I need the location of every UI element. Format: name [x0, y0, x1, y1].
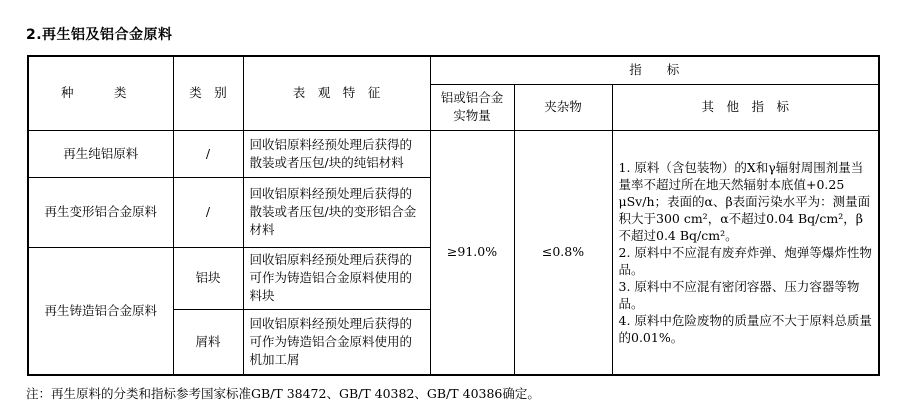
appearance-line: 散装或者压包/块的变形铝合金	[249, 204, 417, 219]
header-al-content	[430, 84, 514, 130]
appearance-line: 料块	[249, 288, 275, 303]
row-category: 铝块	[173, 247, 243, 309]
appearance-line: 可作为铸造铝合金原料使用的	[249, 270, 413, 285]
spec-table	[27, 55, 880, 376]
row-category: /	[173, 177, 243, 247]
impurity-value: ≤0.8%	[514, 130, 612, 375]
row-category: /	[173, 130, 243, 177]
header-impurity: 夹杂物	[514, 84, 612, 130]
row-kind: 再生铸造铝合金原料	[28, 247, 173, 375]
appearance-line: 材料	[249, 222, 275, 237]
row-kind: 再生纯铝原料	[28, 130, 173, 177]
header-kind: 种 类	[28, 56, 173, 130]
appearance-line: 回收铝原料经预处理后获得的	[249, 315, 413, 331]
header-other: 其 他 指 标	[612, 84, 879, 130]
appearance-line: 回收铝原料经预处理后获得的	[249, 136, 413, 152]
appearance-line: 回收铝原料经预处理后获得的	[249, 186, 413, 201]
header-indicators: 指 标	[430, 56, 879, 84]
row-appearance	[243, 247, 430, 309]
header-al-content-line1: 铝或铝合金	[440, 90, 504, 105]
section-title: 2.再生铝及铝合金原料	[26, 27, 173, 43]
appearance-line: 可作为铸造铝合金原料使用的	[249, 333, 413, 349]
table-note: 注：再生原料的分类和指标参考国家标准GB/T 38472、GB/T 40382、GB/T 40386确定。	[26, 386, 540, 401]
row-appearance	[243, 309, 430, 375]
other-item: 3. 原料中不应混有密闭容器、压力容器等物品。	[618, 278, 860, 311]
row-category: 屑料	[173, 309, 243, 375]
header-category: 类 别	[173, 56, 243, 130]
appearance-line: 散装或者压包/块的纯铝材料	[249, 154, 404, 170]
appearance-line: 回收铝原料经预处理后获得的	[249, 252, 413, 267]
row-appearance	[243, 130, 430, 177]
row-kind: 再生变形铝合金原料	[28, 177, 173, 247]
other-item: 2. 原料中不应混有废弃炸弹、炮弹等爆炸性物品。	[618, 244, 872, 277]
table-row	[28, 130, 879, 177]
appearance-line: 机加工屑	[249, 351, 300, 367]
other-indicators	[612, 130, 879, 375]
header-appearance: 表 观 特 征	[243, 56, 430, 130]
row-appearance	[243, 177, 430, 247]
other-item: 1. 原料（含包装物）的X和γ辐射周围剂量当量率不超过所在地天然辐射本底值+0.25 μSv/h；表面的α、β表面污染水平为：测量面积大于300 cm²，α不超过0.04 Bq/cm²，β不超过0.4 Bq/cm²。	[618, 159, 871, 243]
al-content-value: ≥91.0%	[430, 130, 514, 375]
other-item: 4. 原料中危险废物的质量应不大于原料总质量的0.01%。	[618, 312, 872, 345]
header-al-content-line2: 实物量	[453, 108, 491, 123]
